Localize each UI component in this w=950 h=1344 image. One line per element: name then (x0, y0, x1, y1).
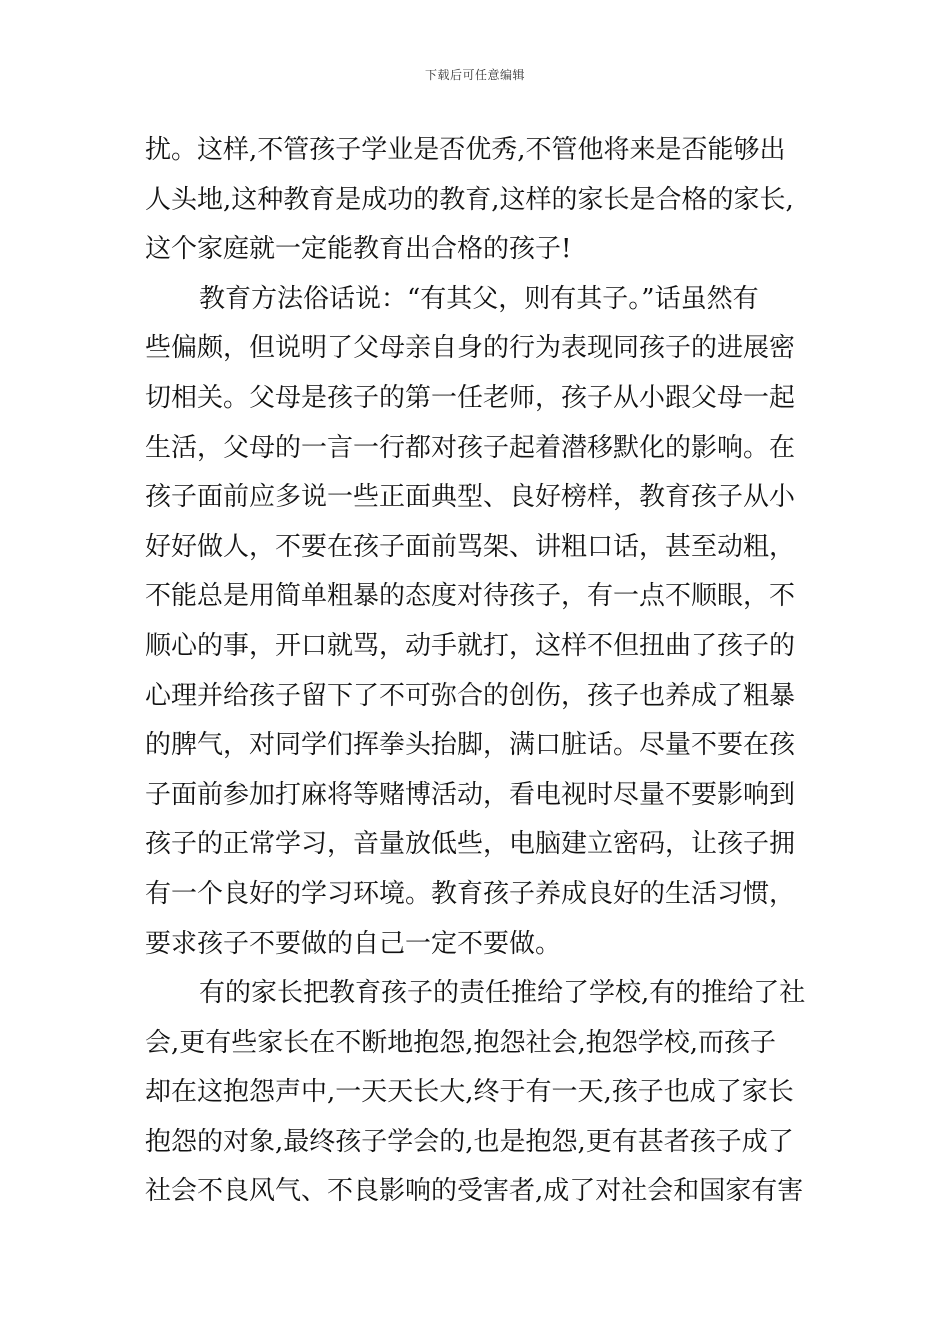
document-body (145, 126, 809, 1217)
text-line: 却在这抱怨声中,一天天长大,终于有一天,孩子也成了家长 (145, 1077, 794, 1108)
text-line: 有的家长把教育孩子的责任推给了学校,有的推给了社 (199, 978, 806, 1009)
text-line: 的脾气，对同学们挥拳头抬脚，满口脏话。尽量不要在孩 (145, 730, 796, 761)
text-line: 扰。这样,不管孩子学业是否优秀,不管他将来是否能够出 (145, 135, 786, 165)
text-line: 孩子的正常学习，音量放低些，电脑建立密码，让孩子拥 (145, 829, 796, 860)
text-line: 顺心的事，开口就骂，动手就打，这样不但扭曲了孩子的 (145, 630, 796, 661)
text-line: 人头地,这种教育是成功的教育,这样的家长是合格的家长, (145, 184, 794, 215)
text-line: 这个家庭就一定能教育出合格的孩子! (145, 234, 572, 265)
paragraph (145, 275, 809, 969)
paragraph (145, 969, 809, 1217)
text-line: 要求孩子不要做的自己一定不要做。 (145, 928, 562, 959)
text-line: 不能总是用简单粗暴的态度对待孩子，有一点不顺眼，不 (145, 581, 796, 612)
text-line: 有一个良好的学习环境。教育孩子养成良好的生活习惯， (145, 878, 796, 909)
text-line: 心理并给孩子留下了不可弥合的创伤，孩子也养成了粗暴 (145, 680, 796, 711)
page-header: 下载后可任意编辑 (424, 68, 525, 82)
text-line: 些偏颇，但说明了父母亲自身的行为表现同孩子的进展密 (145, 333, 796, 364)
text-line: 孩子面前应多说一些正面典型、良好榜样，教育孩子从小 (145, 482, 796, 513)
text-line: 会,更有些家长在不断地抱怨,抱怨社会,抱怨学校,而孩子 (145, 1027, 777, 1058)
text-line: 教育方法俗话说：“有其父，则有其子。”话虽然有 (199, 283, 759, 314)
text-line: 生活，父母的一言一行都对孩子起着潜移默化的影响。在 (145, 432, 796, 463)
text-line: 子面前参加打麻将等赌博活动，看电视时尽量不要影响到 (145, 779, 796, 810)
paragraph (145, 126, 809, 275)
text-line: 切相关。父母是孩子的第一任老师，孩子从小跟父母一起 (145, 382, 796, 413)
text-line: 好好做人，不要在孩子面前骂架、讲粗口话，甚至动粗， (145, 531, 796, 562)
text-line: 抱怨的对象,最终孩子学会的,也是抱怨,更有甚者孩子成了 (145, 1126, 794, 1157)
text-line: 社会不良风气、不良影响的受害者,成了对社会和国家有害 (145, 1176, 804, 1207)
